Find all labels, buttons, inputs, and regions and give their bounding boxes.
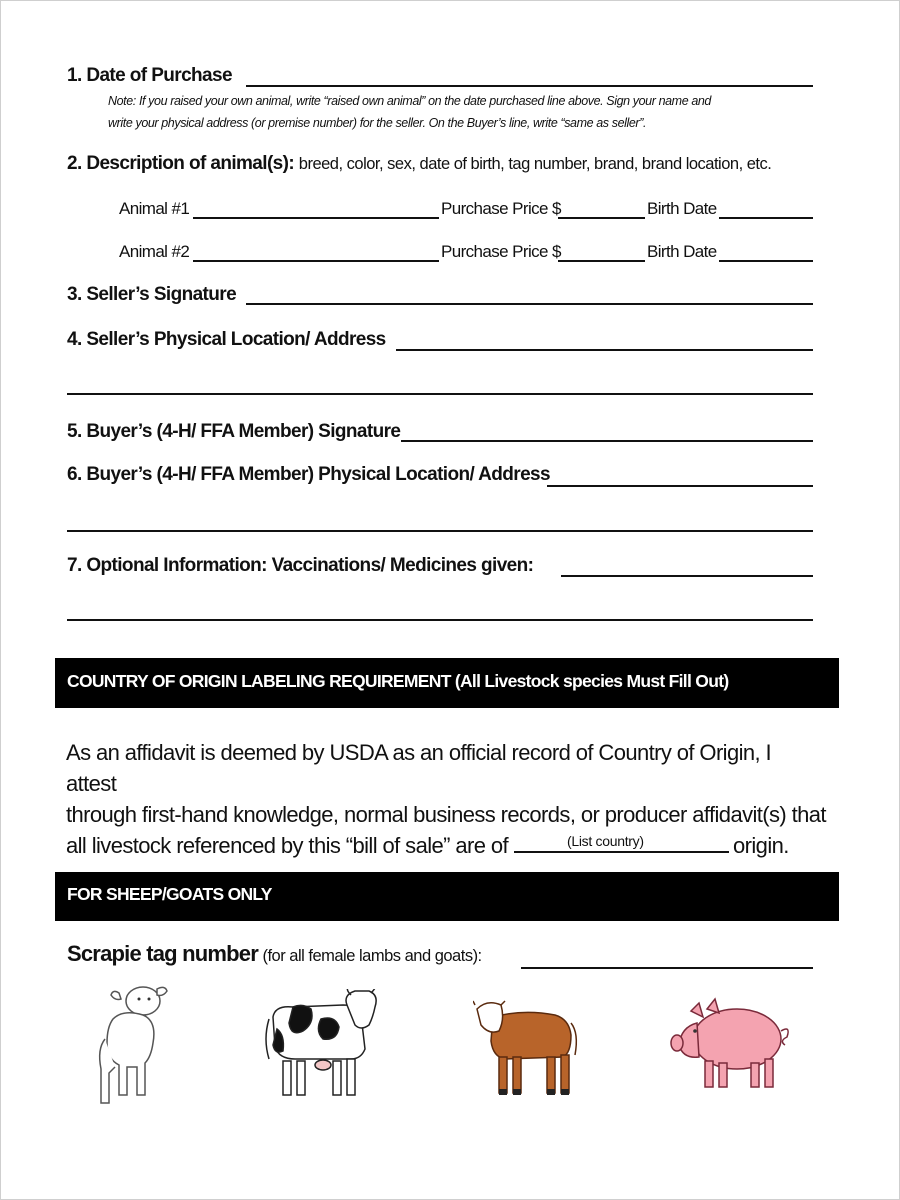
q7-row (67, 555, 533, 577)
seller-address-field-line2[interactable] (67, 393, 813, 395)
affidavit-line2: through first-hand knowledge, normal business records, or producer affidavit(s) that (66, 802, 826, 827)
q4-number: 4. (67, 329, 82, 350)
pig-icon (667, 995, 795, 1095)
animal1-birth-label: Birth Date (647, 199, 717, 218)
q6-row (67, 464, 550, 486)
q2-label: Description of animal(s): (86, 153, 295, 174)
scrapie-tag-field[interactable] (521, 967, 813, 969)
animal2-label: Animal #2 (119, 242, 190, 261)
date-of-purchase-field[interactable] (246, 85, 813, 87)
affidavit-line3-start: all livestock referenced by this “bill of sale” are of (66, 833, 509, 858)
animal1-price-label: Purchase Price $ (441, 199, 561, 218)
q1-note-line2: write your physical address (or premise number) for the seller. On the Buyer’s line, write “same as seller”. (108, 116, 647, 130)
vaccinations-field-line2[interactable] (67, 619, 813, 621)
animal2-birth-label: Birth Date (647, 242, 717, 261)
buyer-signature-field[interactable] (401, 440, 813, 442)
q3-label: Seller’s Signature (86, 284, 237, 305)
q4-row (67, 329, 386, 351)
seller-address-field[interactable] (396, 349, 813, 351)
affidavit-line3-end: origin. (733, 833, 789, 858)
seller-signature-field[interactable] (246, 303, 813, 305)
q4-label: Seller’s Physical Location/ Address (86, 329, 386, 350)
q3-row (67, 284, 236, 306)
q1-label: Date of Purchase (86, 65, 232, 86)
animal2-description-field[interactable] (193, 260, 439, 262)
q1-number: 1. (67, 65, 82, 86)
country-of-origin-banner: COUNTRY OF ORIGIN LABELING REQUIREMENT (All Livestock species Must Fill Out) (55, 658, 839, 708)
q1-note-line1: Note: If you raised your own animal, write “raised own animal” on the date purchased line above. Sign your name and (108, 94, 711, 108)
scrapie-hint: (for all female lambs and goats): (262, 947, 482, 965)
q1-row (67, 65, 232, 87)
dairy-cow-icon (263, 989, 385, 1101)
q5-number: 5. (67, 421, 82, 442)
q7-label: Optional Information: Vaccinations/ Medicines given: (86, 555, 534, 576)
buyer-address-field-line2[interactable] (67, 530, 813, 532)
animal1-label: Animal #1 (119, 199, 190, 218)
animal2-price-label: Purchase Price $ (441, 242, 561, 261)
q2-hint: breed, color, sex, date of birth, tag number, brand, brand location, etc. (298, 155, 772, 173)
sheep-goats-banner: FOR SHEEP/GOATS ONLY (55, 872, 839, 921)
q3-number: 3. (67, 284, 82, 305)
q2-row (67, 153, 771, 175)
animal1-birth-field[interactable] (719, 217, 813, 219)
q5-label: Buyer’s (4-H/ FFA Member) Signature (86, 421, 401, 442)
animal2-birth-field[interactable] (719, 260, 813, 262)
q7-number: 7. (67, 555, 82, 576)
beef-cow-icon (473, 999, 581, 1099)
vaccinations-field[interactable] (561, 575, 813, 577)
q2-number: 2. (67, 153, 82, 174)
animal2-price-field[interactable] (558, 260, 645, 262)
q5-row (67, 421, 400, 443)
scrapie-row (67, 941, 482, 967)
affidavit-line3 (66, 830, 826, 861)
buyer-address-field[interactable] (547, 485, 813, 487)
affidavit-text (66, 737, 826, 861)
animal1-price-field[interactable] (558, 217, 645, 219)
lamb-icon (89, 979, 175, 1105)
list-country-caption: (List country) (567, 833, 644, 849)
affidavit-line1: As an affidavit is deemed by USDA as an official record of Country of Origin, I attest (66, 740, 772, 796)
animal1-description-field[interactable] (193, 217, 439, 219)
q6-label: Buyer’s (4-H/ FFA Member) Physical Location/ Address (86, 464, 550, 485)
q6-number: 6. (67, 464, 82, 485)
scrapie-label: Scrapie tag number (67, 941, 258, 966)
